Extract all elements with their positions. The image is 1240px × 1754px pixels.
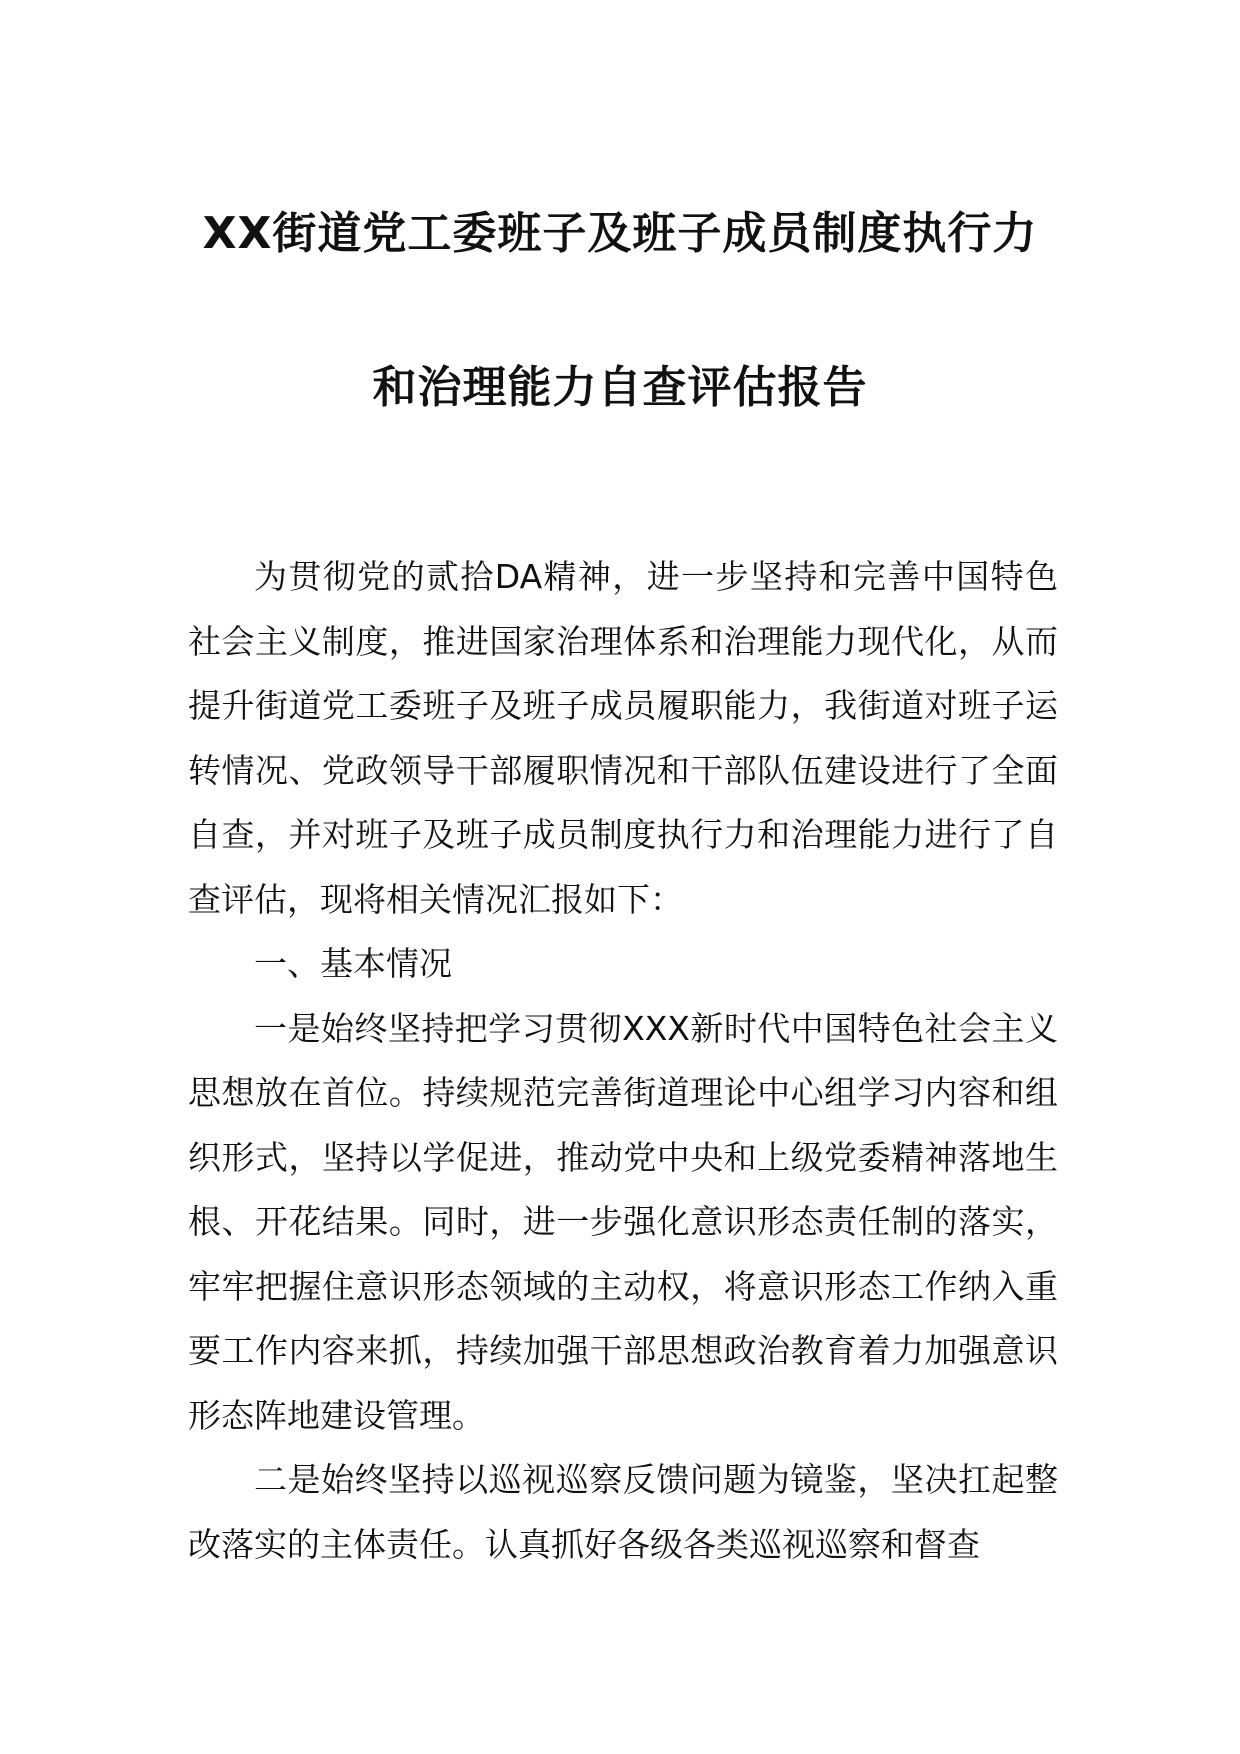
document-body	[188, 545, 1058, 1577]
paragraph-point-two: 二是始终坚持以巡视巡察反馈问题为镜鉴，坚决扛起整改落实的主体责任。认真抓好各级各类巡视巡察和督查	[188, 1460, 1058, 1564]
document-title-line-1: XX街道党工委班子及班子成员制度执行力	[202, 208, 1038, 259]
paragraph-point-one: 一是始终坚持把学习贯彻XXX新时代中国特色社会主义思想放在首位。持续规范完善街道理论中心组学习内容和组织形式，坚持以学促进，推动党中央和上级党委精神落地生根、开花结果。同时，进一步强化意识形态责任制的落实，牢牢把握住意识形态领域的主动权，将意识形态工作纳入重要工作内容来抓，持续加强干部思想政治教育着力加强意识形态阵地建设管理。	[188, 1008, 1058, 1435]
document-title-line-2: 和治理能力自查评估报告	[372, 362, 868, 413]
section-heading-basic-situation: 一、基本情况	[254, 944, 452, 983]
paragraph-intro: 为贯彻党的贰拾DA精神，进一步坚持和完善中国特色社会主义制度，推进国家治理体系和治理能力现代化，从而提升街道党工委班子及班子成员履职能力，我街道对班子运转情况、党政领导干部履职情况和干部队伍建设进行了全面自查，并对班子及班子成员制度执行力和治理能力进行了自查评估，现将相关情况汇报如下：	[188, 557, 1058, 919]
